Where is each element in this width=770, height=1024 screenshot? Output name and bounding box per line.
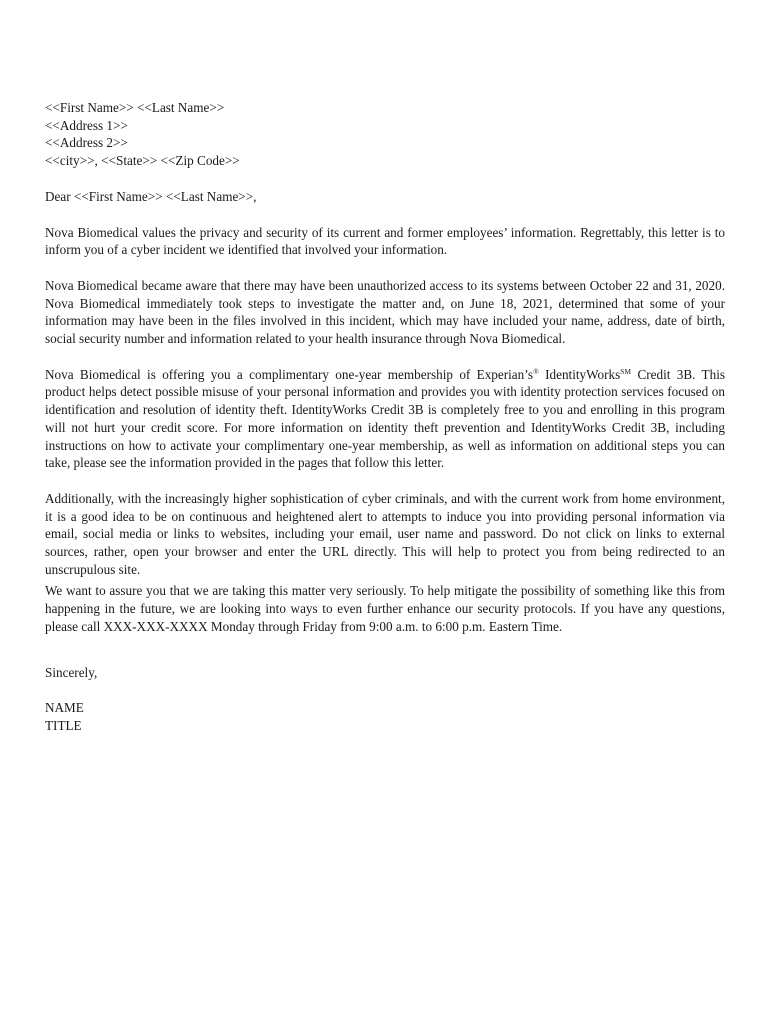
address-line-1: <<Address 1>> [45, 117, 128, 133]
signature-name: NAME [45, 700, 84, 716]
paragraph-offer [45, 366, 725, 472]
paragraph-alert: Additionally, with the increasingly higher sophistication of cyber criminals, and with the current work from home environment, it is a good idea to be on continuous and heightened alert to attempts to induce you into providing personal information via email, social media or links to websites, including your email, user name and password. Do not click on links to external sources, rather, open your browser and enter the URL directly. This will help to protect you from being redirected to an unscrupulous site. [45, 490, 725, 577]
registered-mark: ® [533, 366, 539, 376]
address-block [45, 99, 725, 170]
paragraph-incident: Nova Biomedical became aware that there may have been unauthorized access to its systems between October 22 and 31, 2020. Nova Biomedical immediately took steps to investigate the matter and, on June 18, 2021, determined that some of your information may have been in the files involved in this incident, which may have included your name, address, date of birth, social security number and information related to your health insurance through Nova Biomedical. [45, 277, 725, 347]
offer-text-start: Nova Biomedical is offering you a complimentary one-year membership of Experian’s [45, 366, 534, 382]
offer-text-rest: Credit 3B. This product helps detect possible misuse of your personal information and provides you with identity protection services focused on identification and resolution of identity theft. IdentityWorks Credit 3B is completely free to you and enrolling in this program will not hurt your credit score. For more information on identity theft prevention and IdentityWorks Credit 3B, including instructions on how to activate your complimentary one-year membership, as well as information on additional steps you can take, please see the information provided in the pages that follow this letter. [45, 366, 726, 471]
address-name-line: <<First Name>> <<Last Name>> [45, 100, 225, 115]
closing: Sincerely, [45, 664, 98, 680]
address-line-2: <<Address 2>> [45, 135, 128, 151]
signature-title: TITLE [45, 717, 82, 733]
paragraph-intro: Nova Biomedical values the privacy and security of its current and former employees’ information. Regrettably, this letter is to inform you of a cyber incident we identified that involved your information. [45, 224, 725, 258]
letter-body [45, 99, 725, 735]
service-mark: SM [620, 366, 632, 376]
paragraph-assurance: We want to assure you that we are taking this matter very seriously. To help mitigate the possibility of something like this from happening in the future, we are looking into ways to even further enhance our security protocols. If you have any questions, please call XXX-XXX-XXXX Monday through Friday from 9:00 a.m. to 6:00 p.m. Eastern Time. [45, 583, 725, 634]
offer-text-product: IdentityWorks [538, 366, 621, 382]
address-city-state-zip: <<city>>, <<State>> <<Zip Code>> [45, 153, 240, 169]
signature-block [45, 699, 725, 734]
salutation: Dear <<First Name>> <<Last Name>>, [45, 188, 257, 204]
